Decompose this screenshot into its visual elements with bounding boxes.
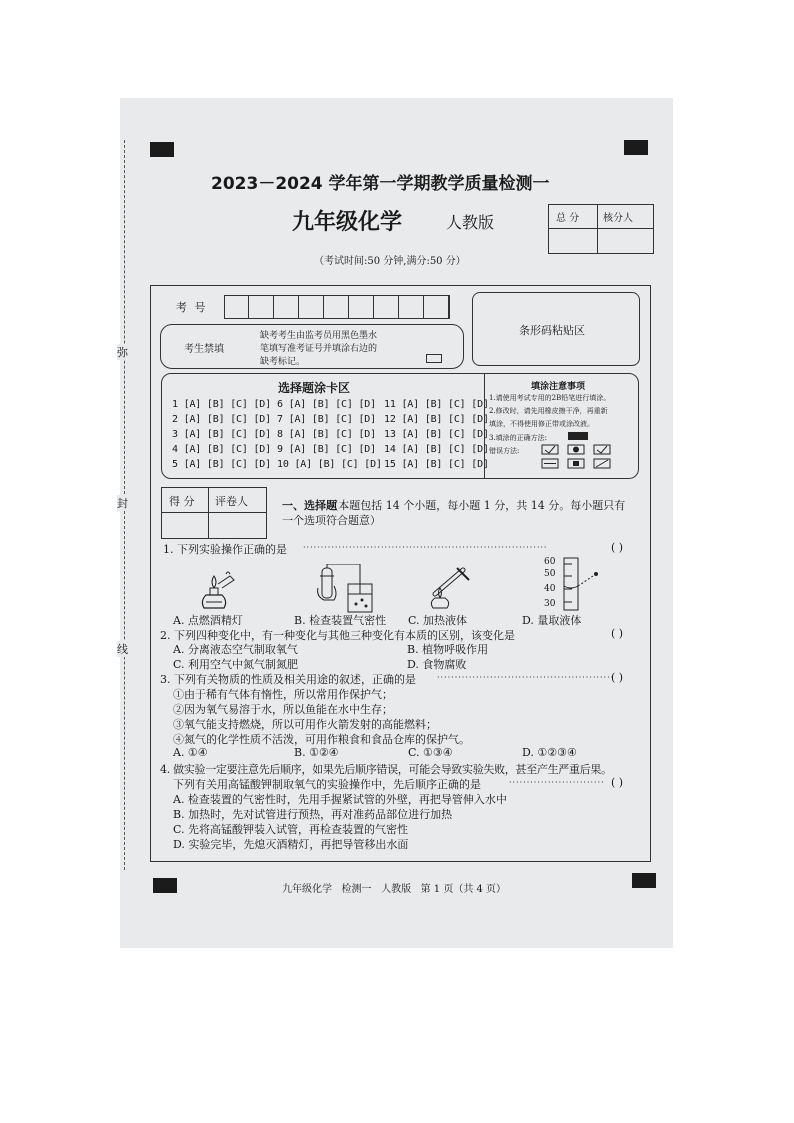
q1-option-b[interactable]: B. 检查装置气密性 <box>294 614 387 627</box>
cylinder-tick-60: 60 <box>544 557 556 567</box>
forbidden-text-1: 缺考考生由监考员用黑色墨水 <box>260 331 378 341</box>
answer-row-15[interactable]: 15 [A] [B] [C] [D] <box>384 459 489 470</box>
q1-stem: 1. 下列实验操作正确的是 <box>163 543 287 556</box>
q1-option-a[interactable]: A. 点燃酒精灯 <box>173 614 243 627</box>
edition-label: 人教版 <box>446 213 495 232</box>
side-label-mi: 弥 <box>117 346 128 359</box>
cylinder-tick-30: 30 <box>544 599 556 609</box>
fill-note-3: 填涂，不得使用修正带或涂改液。 <box>489 420 594 428</box>
score-label: 得 分 <box>169 495 195 508</box>
answer-card <box>161 373 639 479</box>
answer-row-2[interactable]: 2 [A] [B] [C] [D] <box>172 414 271 425</box>
exam-title: 2023－2024 学年第一学期教学质量检测一 <box>211 174 550 194</box>
answer-row-3[interactable]: 3 [A] [B] [C] [D] <box>172 429 271 440</box>
q4-answer-paren[interactable]: ( ) <box>611 776 624 789</box>
fill-note-4: 3.填涂的正确方法: <box>489 434 548 442</box>
answer-row-4[interactable]: 4 [A] [B] [C] [D] <box>172 444 271 455</box>
absent-mark-bubble[interactable] <box>426 354 442 363</box>
alcohol-lamp-figure <box>192 568 238 614</box>
q3-option-b[interactable]: B. ①②④ <box>294 746 339 759</box>
subject-title: 九年级化学 <box>292 209 403 235</box>
q3-dots: ·················································· <box>437 673 615 682</box>
q4-option-b[interactable]: B. 加热时，先对试管进行预热，再对准药品部位进行加热 <box>173 808 453 821</box>
grader-label: 评卷人 <box>215 495 248 508</box>
correct-fill-example <box>568 432 588 440</box>
answer-row-14[interactable]: 14 [A] [B] [C] [D] <box>384 444 489 455</box>
cylinder-tick-50: 50 <box>544 569 556 579</box>
fill-note-2: 2.修改时，请先用橡皮擦干净，再重新 <box>489 407 608 415</box>
q3-item-2: ②因为氧气易溶于水，所以鱼能在水中生存； <box>173 703 393 716</box>
q4-option-d[interactable]: D. 实验完毕，先熄灭酒精灯，再把导管移出水面 <box>173 838 409 851</box>
heating-liquid-figure <box>427 564 477 612</box>
forbidden-text-3: 缺考标记。 <box>260 357 306 367</box>
absent-mark-box <box>160 324 464 369</box>
answer-row-12[interactable]: 12 [A] [B] [C] [D] <box>384 414 489 425</box>
registration-mark-top-right <box>624 140 648 155</box>
fill-note-5: 错误方法: <box>489 447 520 455</box>
airtightness-check-figure <box>316 564 380 616</box>
side-label-feng: 封 <box>117 497 128 510</box>
forbidden-label: 考生禁填 <box>184 344 224 355</box>
q2-stem: 2. 下列四种变化中，有一种变化与其他三种变化有本质的区别，该变化是 <box>160 629 515 642</box>
answer-row-1[interactable]: 1 [A] [B] [C] [D] <box>172 399 271 410</box>
section-description-2: 一个选项符合题意） <box>282 514 381 527</box>
checker-label: 核分人 <box>603 213 633 224</box>
q3-stem: 3. 下列有关物质的性质及相关用途的叙述，正确的是 <box>160 673 416 686</box>
q4-option-a[interactable]: A. 检查装置的气密性时，先用手握紧试管的外壁，再把导管伸入水中 <box>173 793 507 806</box>
answer-row-8[interactable]: 8 [A] [B] [C] [D] <box>277 429 376 440</box>
barcode-area <box>472 292 640 366</box>
answer-row-13[interactable]: 13 [A] [B] [C] [D] <box>384 429 489 440</box>
exam-number-grid[interactable] <box>224 295 450 319</box>
side-label-xian: 线 <box>117 643 128 656</box>
answer-row-7[interactable]: 7 [A] [B] [C] [D] <box>277 414 376 425</box>
q3-option-a[interactable]: A. ①④ <box>173 746 208 759</box>
q4-option-c[interactable]: C. 先将高锰酸钾装入试管，再检查装置的气密性 <box>173 823 409 836</box>
q1-option-d[interactable]: D. 量取液体 <box>522 614 582 627</box>
answer-row-11[interactable]: 11 [A] [B] [C] [D] <box>384 399 489 410</box>
page-footer: 九年级化学 检测一 人教版 第 1 页（共 4 页） <box>282 884 507 895</box>
q3-option-d[interactable]: D. ①②③④ <box>522 746 577 759</box>
q3-item-4: ④氮气的化学性质不活泼，可用作粮食和食品仓库的保护气。 <box>173 733 470 746</box>
fill-notes-title: 填涂注意事项 <box>531 382 586 392</box>
q2-option-a[interactable]: A. 分离液态空气制取氧气 <box>173 643 298 656</box>
q1-answer-paren[interactable]: ( ) <box>611 541 624 554</box>
cylinder-tick-40: 40 <box>544 584 556 594</box>
section-description: (本题包括 14 个小题，每小题 1 分，共 14 分。每小题只有 <box>334 499 626 512</box>
registration-mark-bottom-left <box>153 878 177 893</box>
total-score-label: 总 分 <box>556 213 580 224</box>
q4-dots: ··························· <box>509 778 605 787</box>
answer-card-title: 选择题涂卡区 <box>278 381 351 395</box>
section-score-box <box>161 487 267 539</box>
q4-stem: 4. 做实验一定要注意先后顺序，如果先后顺序错误，可能会导致实验失败，甚至产生严重后果。 <box>160 763 612 776</box>
q1-dots: ····································································· <box>303 543 548 552</box>
registration-mark-bottom-right <box>632 873 656 888</box>
q1-option-c[interactable]: C. 加热液体 <box>408 614 468 627</box>
registration-mark-top-left <box>150 142 174 157</box>
answer-row-9[interactable]: 9 [A] [B] [C] [D] <box>277 444 376 455</box>
q3-option-c[interactable]: C. ①③④ <box>408 746 453 759</box>
wrong-fill-examples <box>540 443 630 471</box>
q3-answer-paren[interactable]: ( ) <box>611 671 624 684</box>
q2-option-d[interactable]: D. 食物腐败 <box>407 658 467 671</box>
score-summary-table <box>548 204 654 254</box>
q2-option-c[interactable]: C. 利用空气中氮气制氮肥 <box>173 658 299 671</box>
q3-item-3: ③氧气能支持燃烧，所以可用作火箭发射的高能燃料； <box>173 718 437 731</box>
forbidden-text-2: 笔填写准考证号并填涂右边的 <box>260 344 378 354</box>
q3-item-1: ①由于稀有气体有惰性，所以常用作保护气； <box>173 688 393 701</box>
q4-stem-2: 下列有关用高锰酸钾制取氧气的实验操作中，先后顺序正确的是 <box>173 778 481 791</box>
answer-row-10[interactable]: 10 [A] [B] [C] [D] <box>277 459 382 470</box>
exam-number-label: 考 号 <box>176 301 208 314</box>
exam-info: （考试时间:50 分钟,满分:50 分） <box>314 256 466 267</box>
q2-answer-paren[interactable]: ( ) <box>611 627 624 640</box>
barcode-label: 条形码粘贴区 <box>519 324 585 337</box>
answer-row-6[interactable]: 6 [A] [B] [C] [D] <box>277 399 376 410</box>
q2-option-b[interactable]: B. 植物呼吸作用 <box>407 643 489 656</box>
answer-row-5[interactable]: 5 [A] [B] [C] [D] <box>172 459 271 470</box>
fill-note-1: 1.请使用考试专用的2B铅笔进行填涂。 <box>489 394 611 402</box>
section-heading: 一、选择题 <box>282 499 337 512</box>
